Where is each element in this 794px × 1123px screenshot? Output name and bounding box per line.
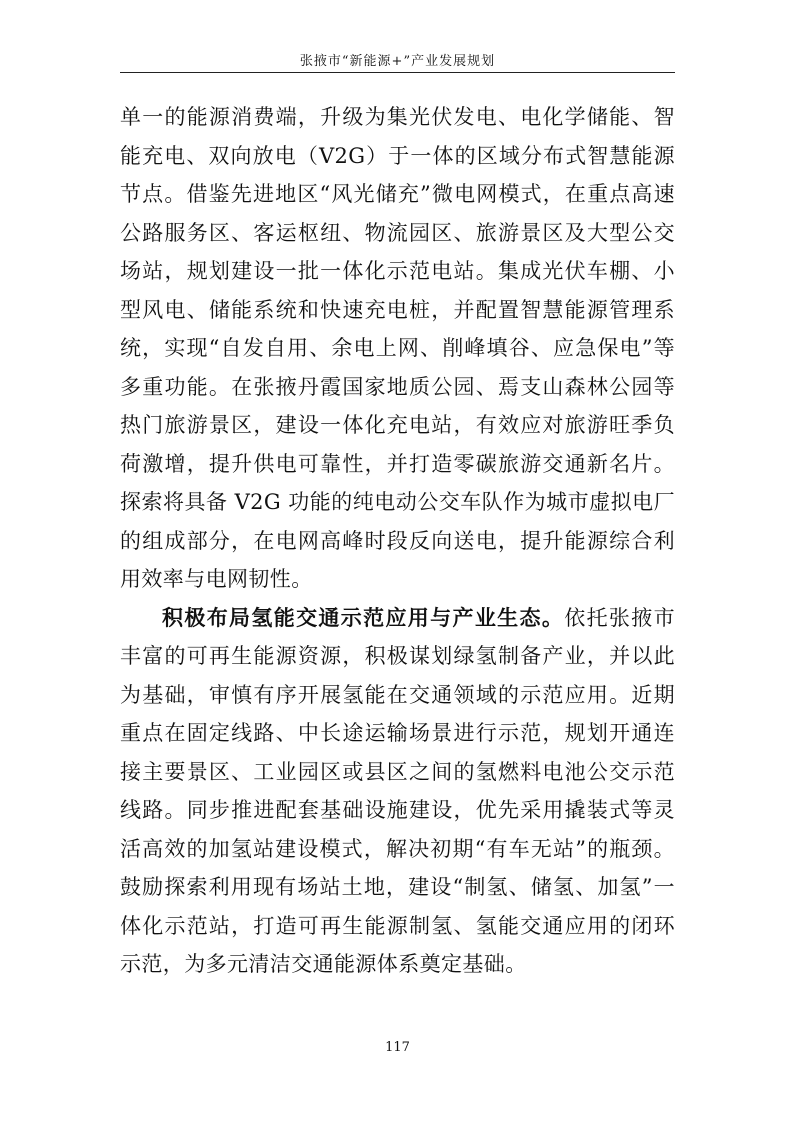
paragraph-continuation [120,98,675,599]
running-header: 张掖市“新能源+”产业发展规划 [299,54,496,69]
document-body [120,98,675,984]
paragraph-hydrogen [120,599,675,984]
header-divider [120,72,675,73]
page-number: 117 [385,1040,410,1055]
paragraph-text: 依托张掖市丰富的可再生能源资源，积极谋划绿氢制备产业，并以此为基础，审慎有序开展氢能在交通领域的示范应用。近期重点在固定线路、中长途运输场景进行示范，规划开通连接主要景区、工业园区或县区之间的氢燃料电池公交示范线路。同步推进配套基础设施建设，优先采用撬装式等灵活高效的加氢站建设模式，解决初期“有车无站”的瓶颈。鼓励探索利用现有场站土地，建设“制氢、储氢、加氢”一体化示范站，打造可再生能源制氢、氢能交通应用的闭环示范，为多元清洁交通能源体系奠定基础。 [120,605,675,976]
paragraph-lead-heading: 积极布局氢能交通示范应用与产业生态。 [162,604,565,630]
paragraph-text: 单一的能源消费端，升级为集光伏发电、电化学储能、智能充电、双向放电（V2G）于一体的区域分布式智慧能源节点。借鉴先进地区“风光储充”微电网模式，在重点高速公路服务区、客运枢纽、物流园区、旅游景区及大型公交场站，规划建设一批一体化示范电站。集成光伏车棚、小型风电、储能系统和快速充电桩，并配置智慧能源管理系统，实现“自发自用、余电上网、削峰填谷、应急保电”等多重功能。在张掖丹霞国家地质公园、焉支山森林公园等热门旅游景区，建设一体化充电站，有效应对旅游旺季负荷激增，提升供电可靠性，并打造零碳旅游交通新名片。探索将具备 V2G 功能的纯电动公交车队作为城市虚拟电厂的组成部分，在电网高峰时段反向送电，提升能源综合利用效率与电网韧性。 [120,105,675,591]
